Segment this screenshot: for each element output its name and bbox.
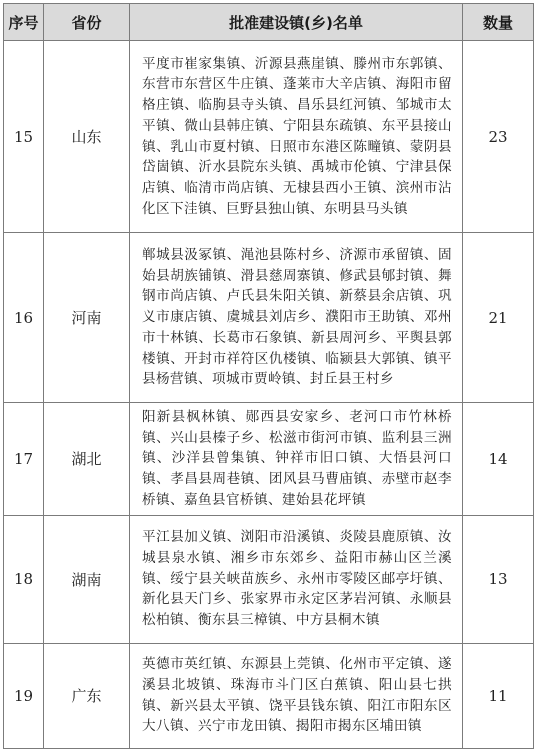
- province-cell: 广东: [44, 643, 130, 748]
- towns-table: [3, 3, 534, 749]
- row-number: 17: [4, 403, 44, 516]
- towns-cell: 平江县加义镇、浏阳市沿溪镇、炎陵县鹿原镇、汝城县泉水镇、湘乡市东郊乡、益阳市赫山区兰溪镇、绥宁县关峡苗族乡、永州市零陵区邮亭圩镇、新化县天门乡、张家界市永定区茅岩河镇、永顺县松柏镇、衡东县三樟镇、中方县桐木镇: [130, 515, 463, 643]
- count-cell: 13: [463, 515, 534, 643]
- province-cell: 湖北: [44, 403, 130, 516]
- header-towns: 批准建设镇(乡)名单: [130, 4, 463, 41]
- row-number: 16: [4, 233, 44, 403]
- count-cell: 21: [463, 233, 534, 403]
- row-number: 18: [4, 515, 44, 643]
- province-cell: 湖南: [44, 515, 130, 643]
- count-cell: 14: [463, 403, 534, 516]
- province-cell: 山东: [44, 41, 130, 233]
- province-cell: 河南: [44, 233, 130, 403]
- header-row: [4, 4, 534, 41]
- table-row: [4, 233, 534, 403]
- towns-cell: 英德市英红镇、东源县上莞镇、化州市平定镇、遂溪县北坡镇、珠海市斗门区白蕉镇、阳山县七拱镇、新兴县太平镇、饶平县钱东镇、阳江市阳东区大八镇、兴宁市龙田镇、揭阳市揭东区埔田镇: [130, 643, 463, 748]
- header-province: 省份: [44, 4, 130, 41]
- table-row: [4, 643, 534, 748]
- table-row: [4, 41, 534, 233]
- header-count: 数量: [463, 4, 534, 41]
- towns-cell: 阳新县枫林镇、郧西县安家乡、老河口市竹林桥镇、兴山县榛子乡、松滋市街河市镇、监利县三洲镇、沙洋县曾集镇、钟祥市旧口镇、大悟县河口镇、孝昌县周巷镇、团风县马曹庙镇、赤壁市赵李桥镇、嘉鱼县官桥镇、建始县花坪镇: [130, 403, 463, 516]
- count-cell: 23: [463, 41, 534, 233]
- row-number: 15: [4, 41, 44, 233]
- table-row: [4, 403, 534, 516]
- table-row: [4, 515, 534, 643]
- count-cell: 11: [463, 643, 534, 748]
- towns-cell: 平度市崔家集镇、沂源县燕崖镇、滕州市东郭镇、东营市东营区牛庄镇、蓬莱市大辛店镇、海阳市留格庄镇、临朐县寺头镇、昌乐县红河镇、邹城市太平镇、微山县韩庄镇、宁阳县东疏镇、东平县接山镇、乳山市夏村镇、日照市东港区陈疃镇、蒙阴县岱崮镇、沂水县院东头镇、禹城市伦镇、宁津县保店镇、临清市尚店镇、无棣县西小王镇、滨州市沾化区下洼镇、巨野县独山镇、东明县马头镇: [130, 41, 463, 233]
- header-no: 序号: [4, 4, 44, 41]
- towns-cell: 郸城县汲冢镇、渑池县陈村乡、济源市承留镇、固始县胡族铺镇、滑县慈周寨镇、修武县郇封镇、舞钢市尚店镇、卢氏县朱阳关镇、新蔡县余店镇、巩义市康店镇、虞城县刘店乡、濮阳市王助镇、邓州市十林镇、长葛市石象镇、新县周河乡、平舆县郭楼镇、开封市祥符区仇楼镇、临颍县大郭镇、镇平县杨营镇、项城市贾岭镇、封丘县王村乡: [130, 233, 463, 403]
- row-number: 19: [4, 643, 44, 748]
